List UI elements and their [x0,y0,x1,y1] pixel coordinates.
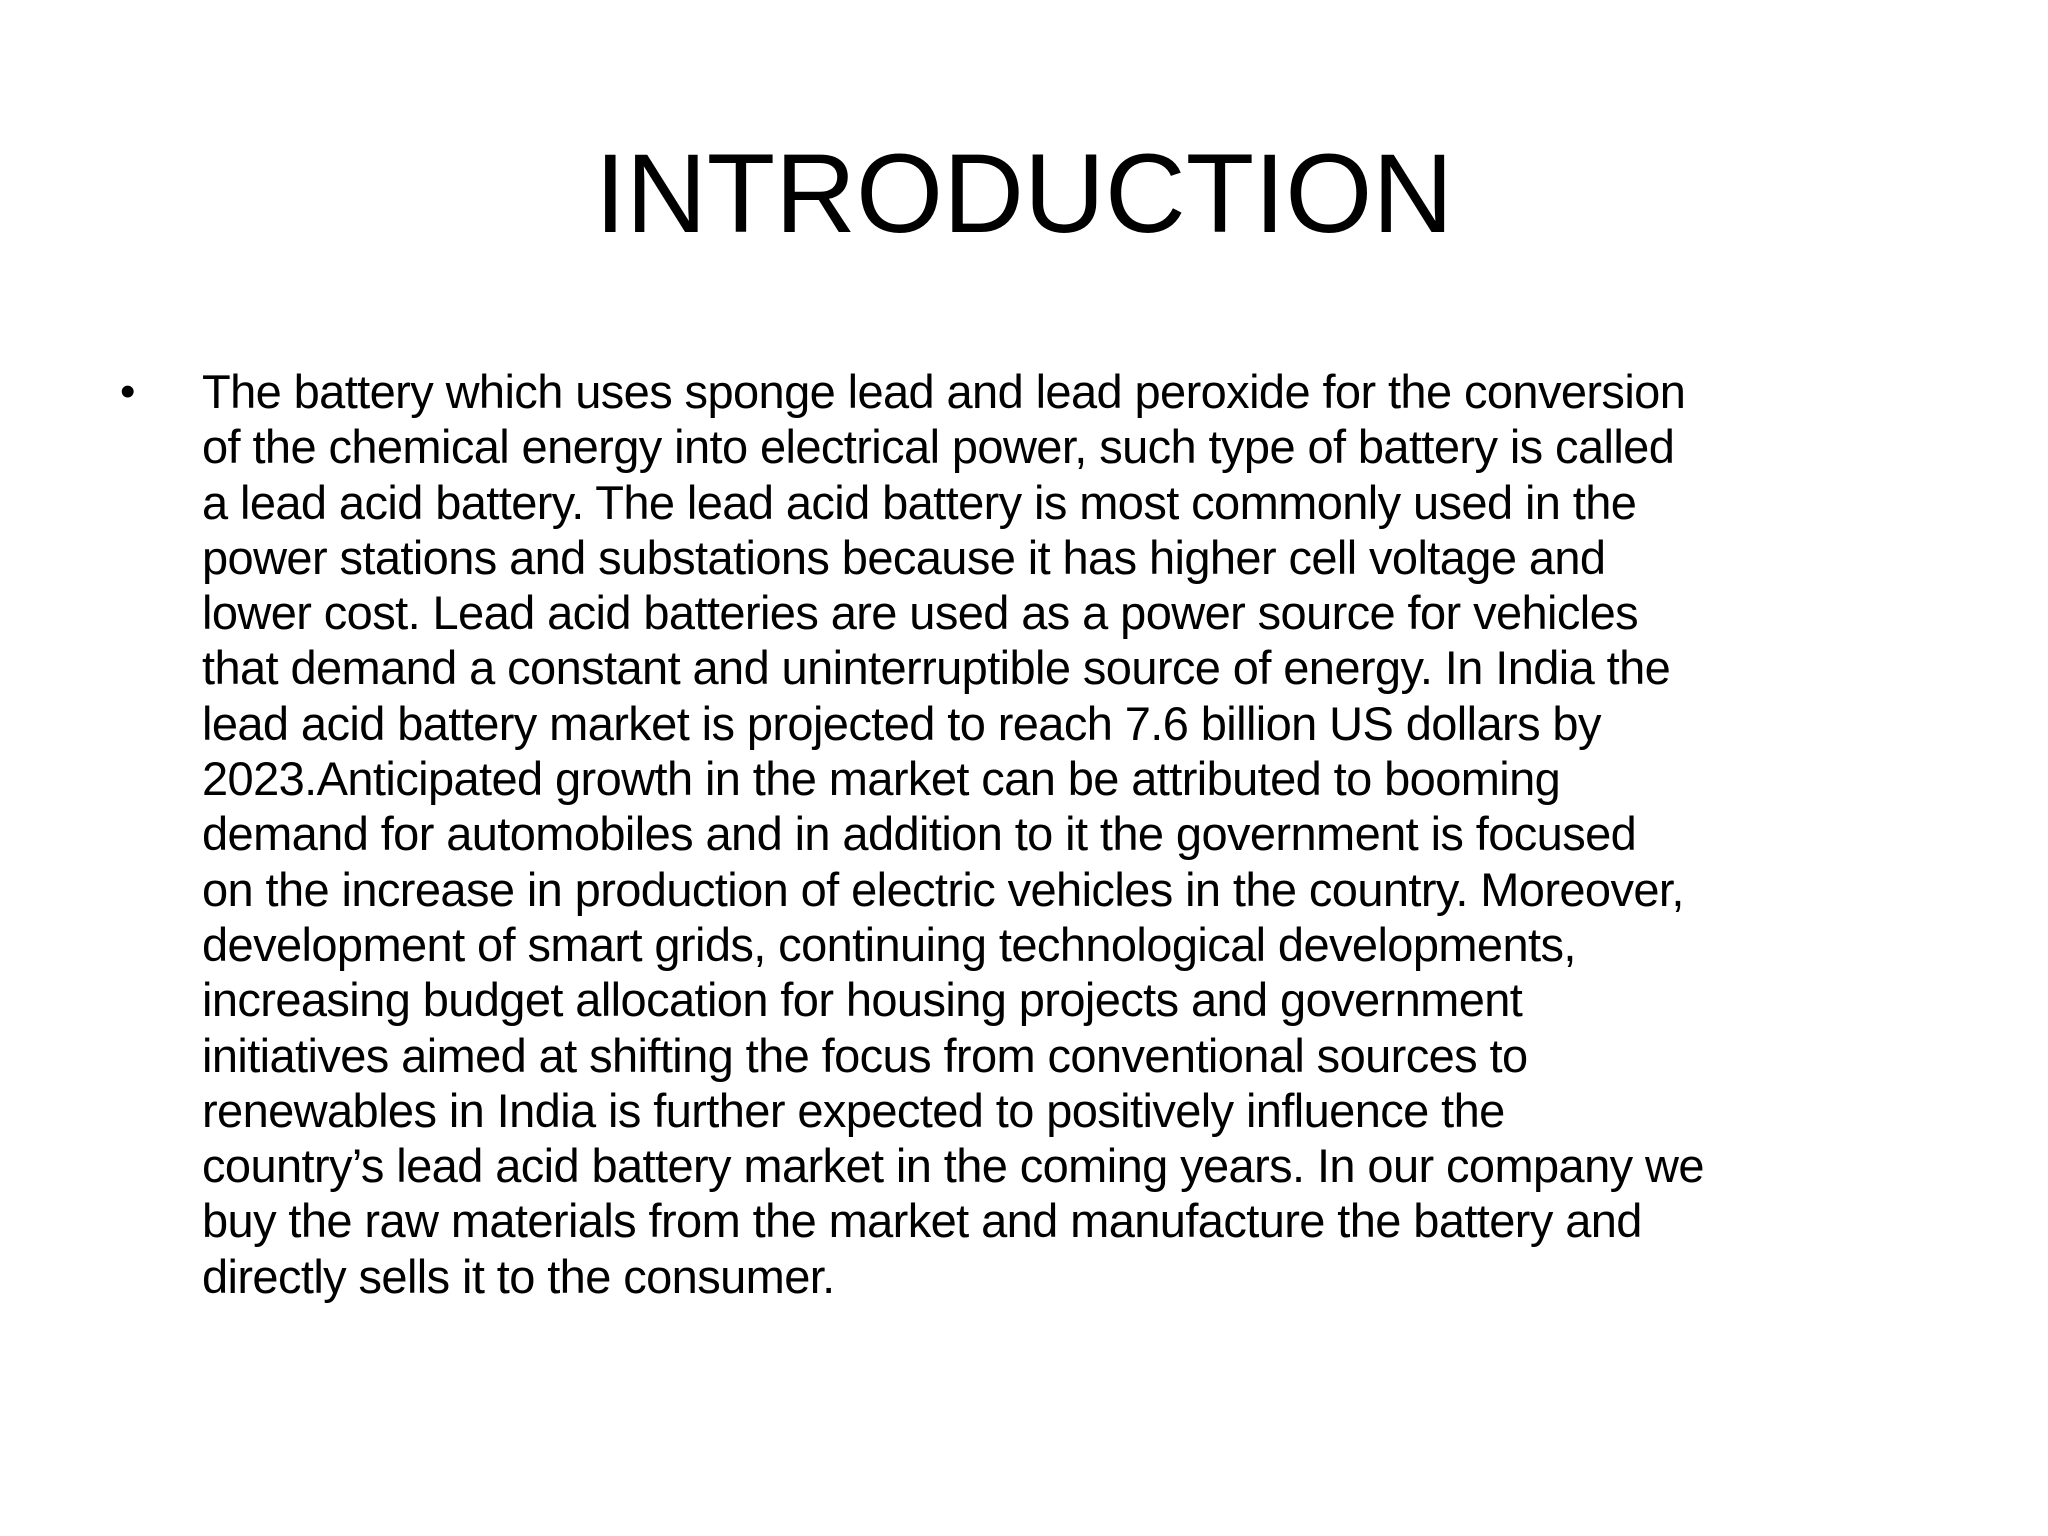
bullet-list [120,364,1950,1304]
body-line: renewables in India is further expected to positively influence the [202,1083,1505,1137]
body-line: country’s lead acid battery market in the coming years. In our company we [202,1139,1704,1193]
body-line: lead acid battery market is projected to reach 7.6 billion US dollars by [202,696,1601,750]
body-line: demand for automobiles and in addition to it the government is focused [202,807,1637,861]
body-line: power stations and substations because it has higher cell voltage and [202,530,1606,584]
body-line: of the chemical energy into electrical power, such type of battery is called [202,420,1675,474]
bullet-text [202,364,1950,1304]
body-line: The battery which uses sponge lead and lead peroxide for the conversion [202,365,1686,418]
body-line: initiatives aimed at shifting the focus from conventional sources to [202,1028,1528,1082]
body-line: lower cost. Lead acid batteries are used as a power source for vehicles [202,586,1639,640]
body-line: directly sells it to the consumer. [202,1249,835,1303]
body-line: development of smart grids, continuing technological developments, [202,917,1576,971]
body-line: on the increase in production of electric vehicles in the country. Moreover, [202,862,1684,916]
body-line: that demand a constant and uninterruptible source of energy. In India the [202,641,1671,695]
body-line: 2023.Anticipated growth in the market can be attributed to booming [202,752,1561,806]
body-line: buy the raw materials from the market and manufacture the battery and [202,1194,1642,1248]
slide-title: INTRODUCTION [594,131,1454,256]
body-line: increasing budget allocation for housing projects and government [202,973,1523,1027]
body-line: a lead acid battery. The lead acid battery is most commonly used in the [202,475,1637,529]
bullet-item [120,364,1950,1304]
bullet-icon: • [120,367,136,416]
